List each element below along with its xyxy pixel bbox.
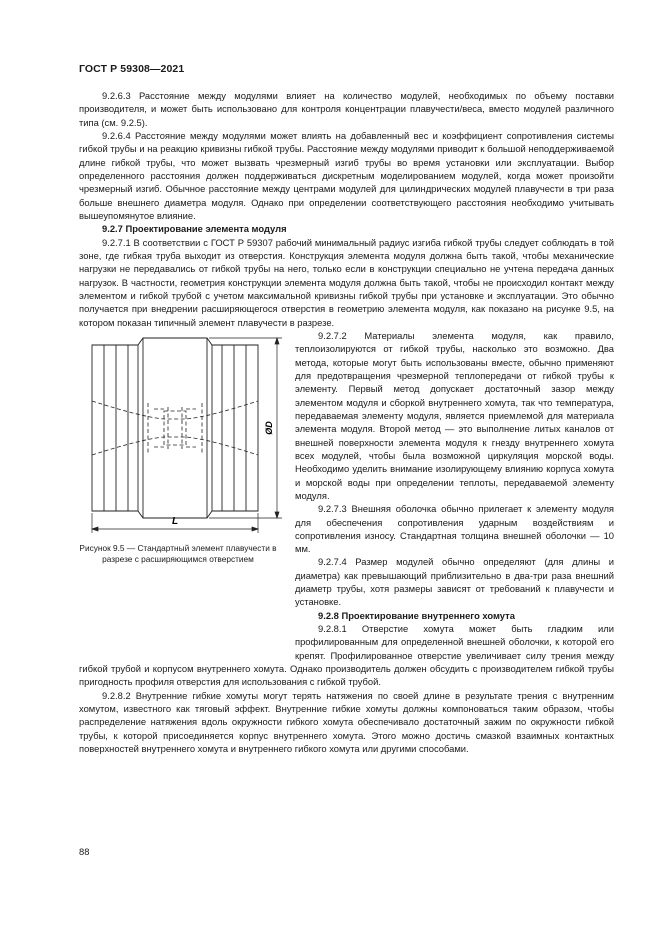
paragraph-9-2-7-1 bbox=[79, 236, 614, 329]
paragraph-9-2-7-3: 9.2.7.3 Внешняя оболочка обычно прилегает к элементу модуля для обеспечения сопротивления ударным воздействиям и сопротивления износу. Стандартная толщина внешней оболочки — 10 мм. bbox=[295, 503, 614, 555]
paragraph-9-2-7-4: 9.2.7.4 Размер модулей обычно определяют (для длины и диаметра) как превышающий приблизительно в два-три раза внешний диаметр трубы, хотя размеры зависят от требований к плавучести и установке. bbox=[295, 556, 614, 608]
paragraph-9-2-8-1: 9.2.8.1 Отверстие хомута может быть гладким или профилированным для определенной внешней оболочки, к которой его крепят. Профилированное отверстие увеличивает силу трения между гибкой трубой и корпусом внутреннего хомута. Однако производитель должен обсудить с производителем гибкой трубы пригодность профиля отверстия для использования с гибкой трубой. bbox=[79, 623, 614, 688]
paragraph-9-2-7-1-text: 9.2.7.1 В соответствии с ГОСТ Р 59307 рабочий минимальный радиус изгиба гибкой трубы следует соблюдать в той зоне, где гибкая труба выходит из отверстия. Конструкция элемента модуля должна быть такой, чтобы механические нагрузки не передавались от гибкой трубы на него, только если в конструкции специально не учтена передача данных нагрузок. В частности, геометрия конструкции элемента модуля должна быть такой, чтобы не происходил контакт между элементом и гибкой трубой с учетом максимальной кривизны гибкой трубы при установке и эксплуатации. Это обычно получается при внедрении расширяющегося отверстия в геометрию элемента модуля, как показано на рисунке 9.5, на котором показан типичный элемент плавучести в разрезе. bbox=[79, 236, 614, 328]
figure-9-5 bbox=[72, 331, 284, 657]
paragraph-9-2-6-4: 9.2.6.4 Расстояние между модулями может влиять на добавленный вес и коэффициент сопротивления системы гибкой трубы и на реакцию кривизны гибкой трубы. Расстояние между модулями приводит к большой неподдерживаемой длине гибкой трубы, что может вызвать чрезмерный изгиб трубы во время установки или эксплуатации. Выбор определенного расстояния должен поддерживаться дискретным моделированием модулей, когда может произойти чрезмерный изгиб. Обычное расстояние между центрами модулей для цилиндрических модулей плавучести в три раза больше внешнего диаметра модуля. Однако при определении соответствующего расстояния необходимо учитывать вышеупомянутое влияние. bbox=[79, 129, 614, 221]
page-number: 88 bbox=[79, 846, 90, 857]
document-header: ГОСТ Р 59308—2021 bbox=[79, 63, 185, 75]
dimension-length-label: L bbox=[171, 515, 179, 527]
paragraph-9-2-6-3: 9.2.6.3 Расстояние между модулями влияет на количество модулей, необходимых по объему поставки производителя, и может быть использовано для контроля концентрации плавучести/веса, вместо модулей различного типа (см. 9.2.5). bbox=[79, 90, 614, 128]
bore-hidden-lines bbox=[92, 401, 258, 455]
dimension-diameter-label: ØD bbox=[264, 421, 274, 435]
figure-caption: Рисунок 9.5 — Стандартный элемент плавучести в разрезе с расширяющимся отверстием bbox=[79, 542, 277, 564]
section-heading-9-2-7: 9.2.7 Проектирование элемента модуля bbox=[102, 223, 287, 235]
paragraph-9-2-8-2: 9.2.8.2 Внутренние гибкие хомуты могут терять натяжения по своей длине в результате трения с внутренним хомутом, известного как тяговый эффект. Внутренние гибкие хомуты должны компоноваться таким образом, чтобы распределение натяжения вдоль окружности гибкого хомута обеспечивало достаточный зажим по окружности гибкой трубы, к которой присоединяется корпус внутреннего хомута. Этого можно достичь смазкой взаимных контактных поверхностей внутреннего хомута и внутреннего гибкого хомута или другими способами. bbox=[79, 689, 614, 755]
buoyancy-element-drawing bbox=[72, 331, 284, 539]
element-outline bbox=[92, 338, 258, 518]
paragraph-9-2-7-2: 9.2.7.2 Материалы элемента модуля, как правило, теплоизолируются от гибкой трубы, насколько это возможно. Два метода, которые могут быть использованы вместе, обычно применяют для предотвращения чрезмерной теплопередачи от гибкой трубы к элементу. Первый метод допускает достаточный зазор между элементом модуля и сборкой внутреннего хомута, так что температура, передаваемая элементу модуля, является приемлемой для материала элемента модуля. Второй метод — это выполнение литых каналов от внешней поверхности элемента модуля к гнезду внутреннего хомута всех модулей, чтобы была возможной циркуляция морской воды. Необходимо уделить внимание изолирующему влиянию корпуса хомута и морской воды при определении теплоты, передаваемой элементу модуля. bbox=[295, 329, 614, 501]
document-body bbox=[79, 89, 614, 755]
section-heading-9-2-8: 9.2.8 Проектирование внутреннего хомута bbox=[318, 609, 515, 621]
